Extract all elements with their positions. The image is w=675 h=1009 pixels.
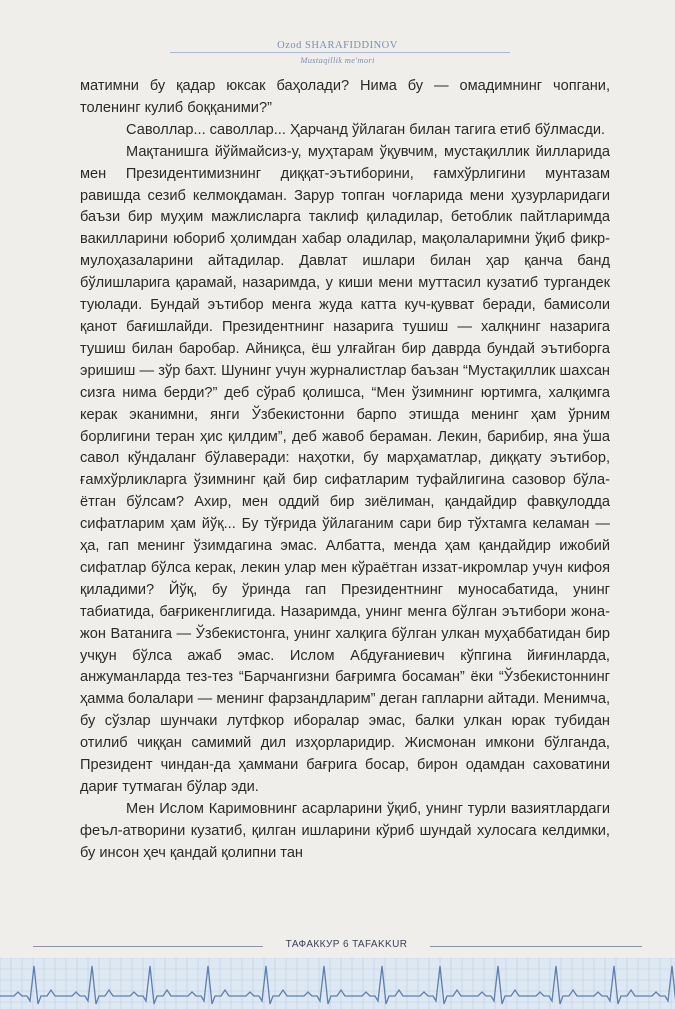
- footer-rule-left: [33, 946, 263, 947]
- running-head: [0, 40, 675, 51]
- article-body: [80, 76, 610, 865]
- running-head-author: Ozod SHARAFIDDINOV: [277, 40, 398, 51]
- running-head-title: Mustaqillik me'mori: [300, 55, 375, 65]
- ecg-line: [0, 966, 675, 1004]
- page-footer: [0, 939, 675, 953]
- footer-rule-right: [430, 946, 642, 947]
- footer-magazine-name: ТАФАККУР 6 TAFAKKUR: [285, 939, 408, 950]
- ecg-heartbeat-graphic: [0, 958, 675, 1009]
- running-head-rule: [170, 52, 510, 53]
- paragraph: Мақтанишга йўймайсиз-у, муҳтарам ўқувчим, мустақиллик йилларида мен Президентимизнинг диққат-эътиборини, ғамхўрлигини мунтазам равишда сезиб келмоқдаман. Зарур топган чоғларида мени ҳузурларидаги баъзи бир муҳим мажлисларга таклиф қиладилар, бетоблик пайтларимда вакилларини юбориб ҳолимдан хабар оладилар, мақолаларимни ўқиб фикр-мулоҳазаларини айтадилар. Давлат ишлари билан ҳар қанча банд бўлишларига қарамай, назаримда, у киши мени муттасил кузатиб тургандек туюлади. Бундай эътибор менга жуда катта куч-қувват беради, бамисоли қанот бағишлайди. Президентнинг назарига тушиш — халқнинг назарига тушиш билан баробар. Айниқса, ёш улғайган бир даврда бундай эътиборга эришиш — зўр бахт. Шунинг учун журналистлар баъзан “Мустақиллик шахсан сизга нима берди?” деб сўраб қолишса, “Мен ўзимнинг юртимга, халқимга керак эканимни, янги Ўзбекистонни барпо этишда менинг ҳам ўрним борлигини теран ҳис қилдим”, деб жавоб бераман. Лекин, барибир, яна ўша савол кўндаланг бўлаверади: наҳотки, бу марҳаматлар, диққату эътибор, ғамхўрликларга ўзимнинг қай бир сифатларим туфайлигина сазовор бўлаётган бўлсам? Ахир, мен оддий бир зиёлиман, қандайдир фавқулодда сифатларим ҳам йўқ... Бу тўғрида ўйлаганим сари бир тўхтамга келаман — ҳа, гап менинг ўзимдагина эмас. Албатта, менда ҳам қандайдир ижобий сифатлар бўлса керак, лекин улар мен кўраётган иззат-икромлар учун кифоя қиладими? Йўқ, бу ўринда гап Президентнинг муносабатида, унинг табиатида, бағрикенглигида. Назаримда, унинг менга бўлган эътибори жонажон Ватанига — Ўзбекистонга, унинг халқига бўлган улкан муҳаббатидан бир учқун бўлса ажаб эмас. Ислом Абдуғаниевич кўпгина йиғинларда, анжуманларда тез-тез “Барчангизни бағримга босаман” ёки “Ўзбекистоннинг ҳамма болалари — менинг фарзандларим” деган гапларни айтади. Менимча, бу сўзлар шунчаки лутфкор иборалар эмас, балки улкан юрак тубидан отилиб чиққан самимий дил изҳорларидир. Жисмонан имкони бўлганда, Президент чиндан-да ҳаммани бағрига босар, бирон одамдан саховатини дариғ тутмаган бўлар эди.: [80, 143, 610, 795]
- paragraph: Мен Ислом Каримовнинг асарларини ўқиб, унинг турли вазиятлардаги феъл-атворини кузатиб, қилган ишларини кўриб шундай хулосага келдимки, бу инсон ҳеч қандай қолипни тан: [80, 800, 610, 861]
- ecg-decoration-band: [0, 958, 675, 1009]
- paragraph: Саволлар... саволлар... Ҳарчанд ўйлаган билан тагига етиб бўлмасди.: [126, 121, 606, 138]
- paragraph: матимни бу қадар юксак баҳолади? Нима бу — омадимнинг чопгани, толенинг кулиб боққаними?”: [80, 78, 610, 116]
